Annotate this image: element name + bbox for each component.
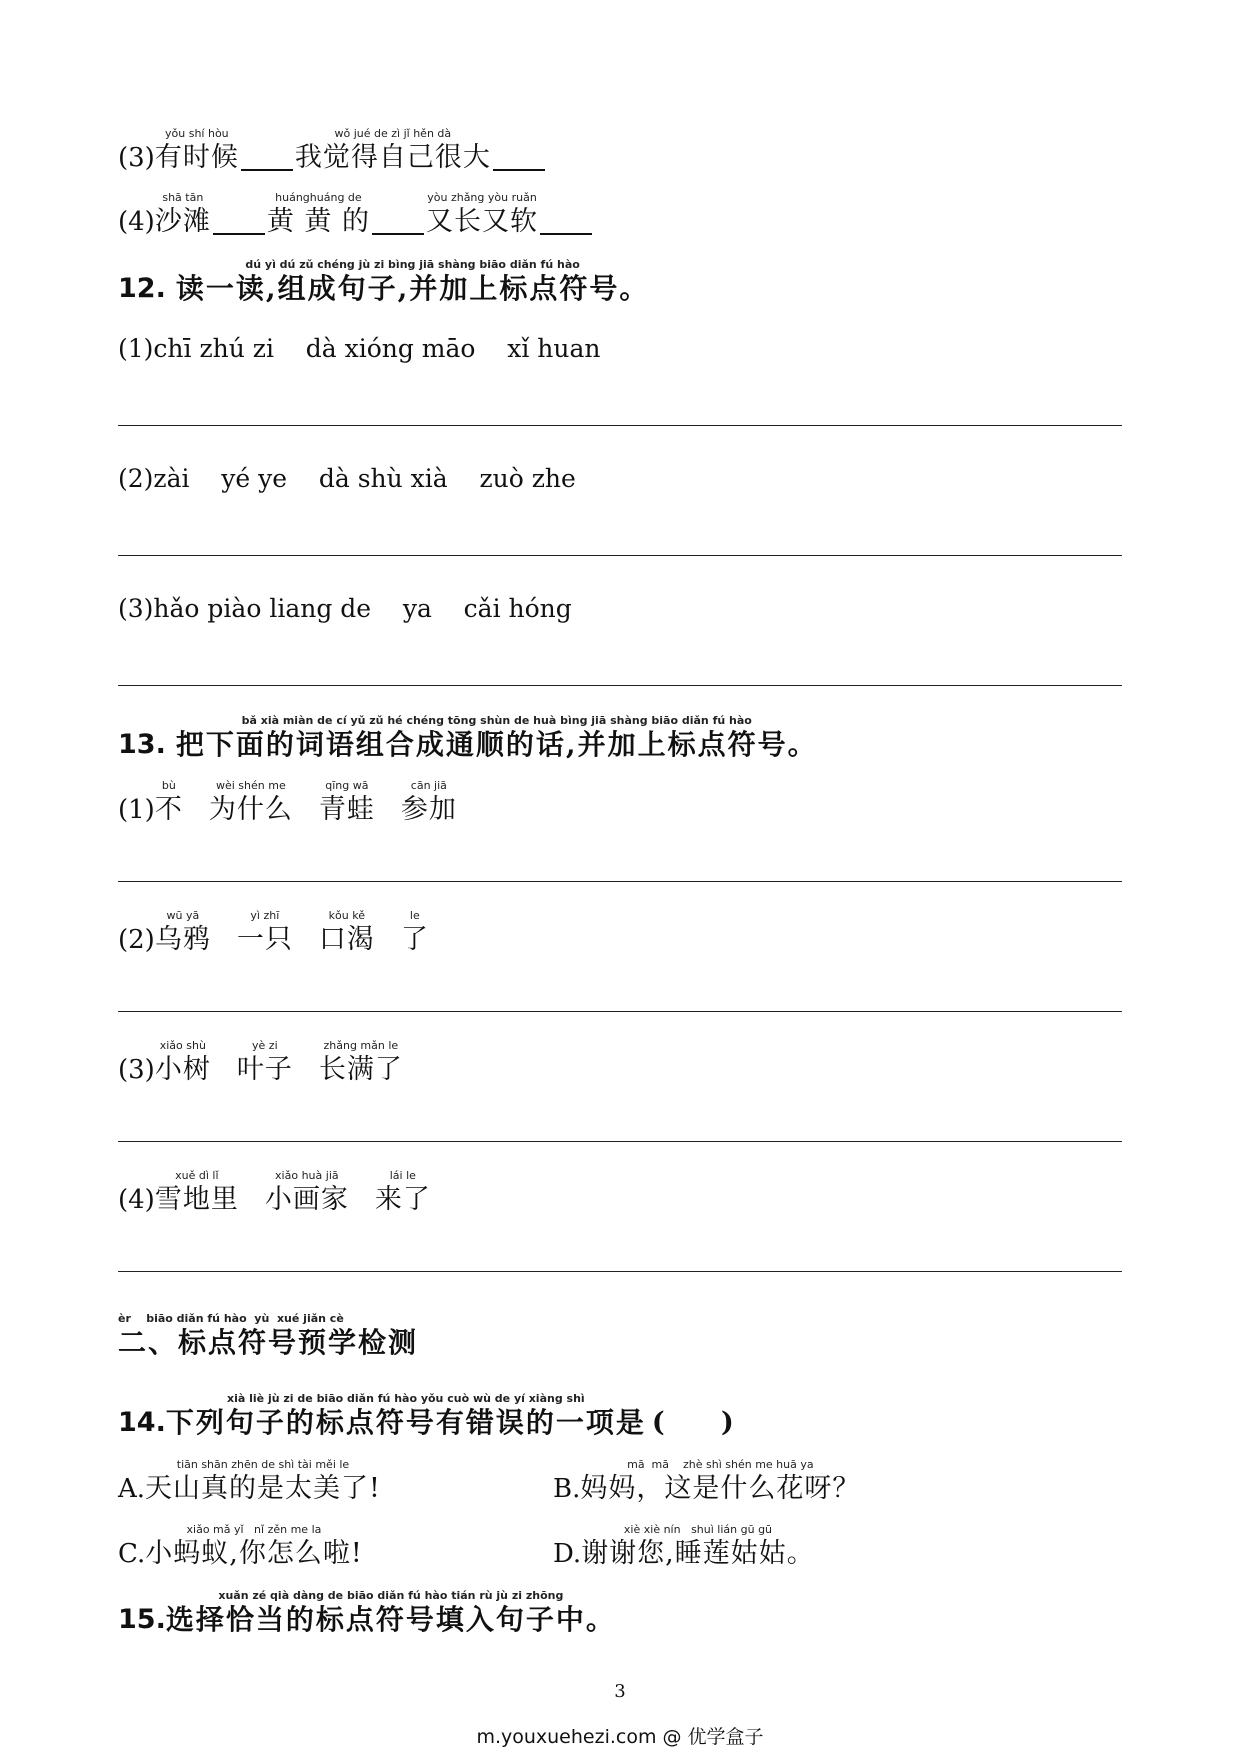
annotated-word: xiǎo huà jiā 小画家 xyxy=(264,1169,349,1215)
q11-item-3 xyxy=(118,126,547,175)
annotated-sentence: mā mā zhè shì shén me huā ya 妈妈，这是什么花呀？ xyxy=(580,1458,861,1504)
annotated-title: xià liè jù zi de biāo diǎn fú hào yǒu cuò wù de yí xiàng shì 下列句子的标点符号有错误的一项是 xyxy=(165,1392,646,1439)
question-number: 12. xyxy=(118,273,166,304)
answer-blank[interactable] xyxy=(241,139,293,171)
section-2-heading xyxy=(118,1311,418,1360)
q12-item-1: (1)chī zhú zi dà xióng māo xǐ huan xyxy=(118,334,601,363)
annotated-sentence: xiè xiè nín shuì lián gū gū 谢谢您,睡莲姑姑。 xyxy=(581,1523,815,1569)
answer-line[interactable] xyxy=(118,1271,1122,1272)
annotated-word: xiǎo shù 小树 xyxy=(154,1039,211,1085)
answer-line[interactable] xyxy=(118,425,1122,426)
answer-line[interactable] xyxy=(118,685,1122,686)
annotated-word: lái le 来了 xyxy=(374,1169,431,1215)
answer-blank[interactable] xyxy=(540,203,592,235)
q14-option-d[interactable] xyxy=(553,1522,815,1571)
annotated-sentence: tiān shān zhēn de shì tài měi le 天山真的是太美了! xyxy=(145,1458,381,1504)
annotated-title: xuǎn zé qià dàng de biāo diǎn fú hào tián rù jù zi zhōng 选择恰当的标点符号填入句子中。 xyxy=(165,1589,616,1636)
annotated-word: zhǎng mǎn le 长满了 xyxy=(318,1039,403,1085)
q14-option-c[interactable] xyxy=(118,1522,363,1571)
annotated-title: dú yì dú zǔ chéng jù zi bìng jiā shàng biāo diǎn fú hào 读一读,组成句子,并加上标点符号。 xyxy=(175,258,650,305)
annotated-word: wū yā 乌鸦 xyxy=(154,909,211,955)
annotated-word: wèi shén me 为什么 xyxy=(208,779,293,825)
answer-parentheses[interactable]: ( ) xyxy=(651,1407,734,1438)
annotated-title: bǎ xià miàn de cí yǔ zǔ hé chéng tōng shùn de huà bìng jiā shàng biāo diǎn fú hào 把下面的词语组合成通顺的话,并加上标点符号。 xyxy=(175,714,818,761)
option-label: D. xyxy=(553,1539,582,1569)
answer-line[interactable] xyxy=(118,1011,1122,1012)
annotated-word: yǒu shí hòu 有时候 xyxy=(154,127,239,173)
footer-watermark: m.youxuehezi.com @ 优学盒子 xyxy=(476,1726,764,1748)
annotated-word: shā tān 沙滩 xyxy=(154,191,211,237)
annotated-title: èr biāo diǎn fú hào yù xué jiǎn cè 二、标点符号预学检测 xyxy=(118,1312,419,1359)
option-label: C. xyxy=(118,1539,146,1569)
answer-line[interactable] xyxy=(118,1141,1122,1142)
annotated-word: yòu zhǎng yòu ruǎn 又长又软 xyxy=(426,191,539,237)
q13-title xyxy=(118,713,818,762)
answer-blank[interactable] xyxy=(372,203,424,235)
annotated-word: wǒ jué de zì jǐ hěn dà 我觉得自己很大 xyxy=(294,127,491,173)
q13-item-1: (1) bù 不 wèi shén me 为什么 qīng wā 青蛙 cān jiā 参加 xyxy=(118,779,457,825)
answer-line[interactable] xyxy=(118,555,1122,556)
q14-title xyxy=(118,1391,734,1440)
annotated-word: huánghuáng de 黄 黄 的 xyxy=(266,191,371,237)
annotated-sentence: xiǎo mǎ yǐ nǐ zěn me la 小蚂蚁,你怎么啦! xyxy=(145,1523,363,1569)
annotated-word: le 了 xyxy=(400,909,429,955)
item-number: (4) xyxy=(118,207,155,237)
item-number: (3) xyxy=(118,143,155,173)
annotated-word: yì zhī 一只 xyxy=(236,909,293,955)
question-number: 14. xyxy=(118,1407,166,1438)
question-number: 15. xyxy=(118,1604,166,1635)
annotated-word: bù 不 xyxy=(154,779,183,825)
q13-item-4: (4) xuě dì lǐ 雪地里 xiǎo huà jiā 小画家 lái le 来了 xyxy=(118,1169,431,1215)
q13-item-3: (3) xiǎo shù 小树 yè zi 叶子 zhǎng mǎn le 长满了 xyxy=(118,1039,403,1085)
annotated-word: cān jiā 参加 xyxy=(400,779,457,825)
answer-blank[interactable] xyxy=(213,203,265,235)
q11-item-4 xyxy=(118,190,594,239)
q12-item-2: (2)zài yé ye dà shù xià zuò zhe xyxy=(118,464,576,493)
page-number: 3 xyxy=(614,1681,626,1702)
q13-item-2: (2) wū yā 乌鸦 yì zhī 一只 kǒu kě 口渴 le 了 xyxy=(118,909,429,955)
q15-title xyxy=(118,1588,616,1637)
q12-title xyxy=(118,257,649,306)
annotated-word: kǒu kě 口渴 xyxy=(318,909,375,955)
annotated-word: yè zi 叶子 xyxy=(236,1039,293,1085)
annotated-word: qīng wā 青蛙 xyxy=(318,779,375,825)
annotated-word: xuě dì lǐ 雪地里 xyxy=(154,1169,239,1215)
option-label: B. xyxy=(553,1474,581,1504)
option-label: A. xyxy=(118,1474,146,1504)
answer-blank[interactable] xyxy=(493,139,545,171)
q12-item-3: (3)hǎo piào liang de ya cǎi hóng xyxy=(118,594,572,623)
q14-option-b[interactable] xyxy=(553,1457,860,1506)
answer-line[interactable] xyxy=(118,881,1122,882)
question-number: 13. xyxy=(118,729,166,760)
q14-option-a[interactable] xyxy=(118,1457,381,1506)
